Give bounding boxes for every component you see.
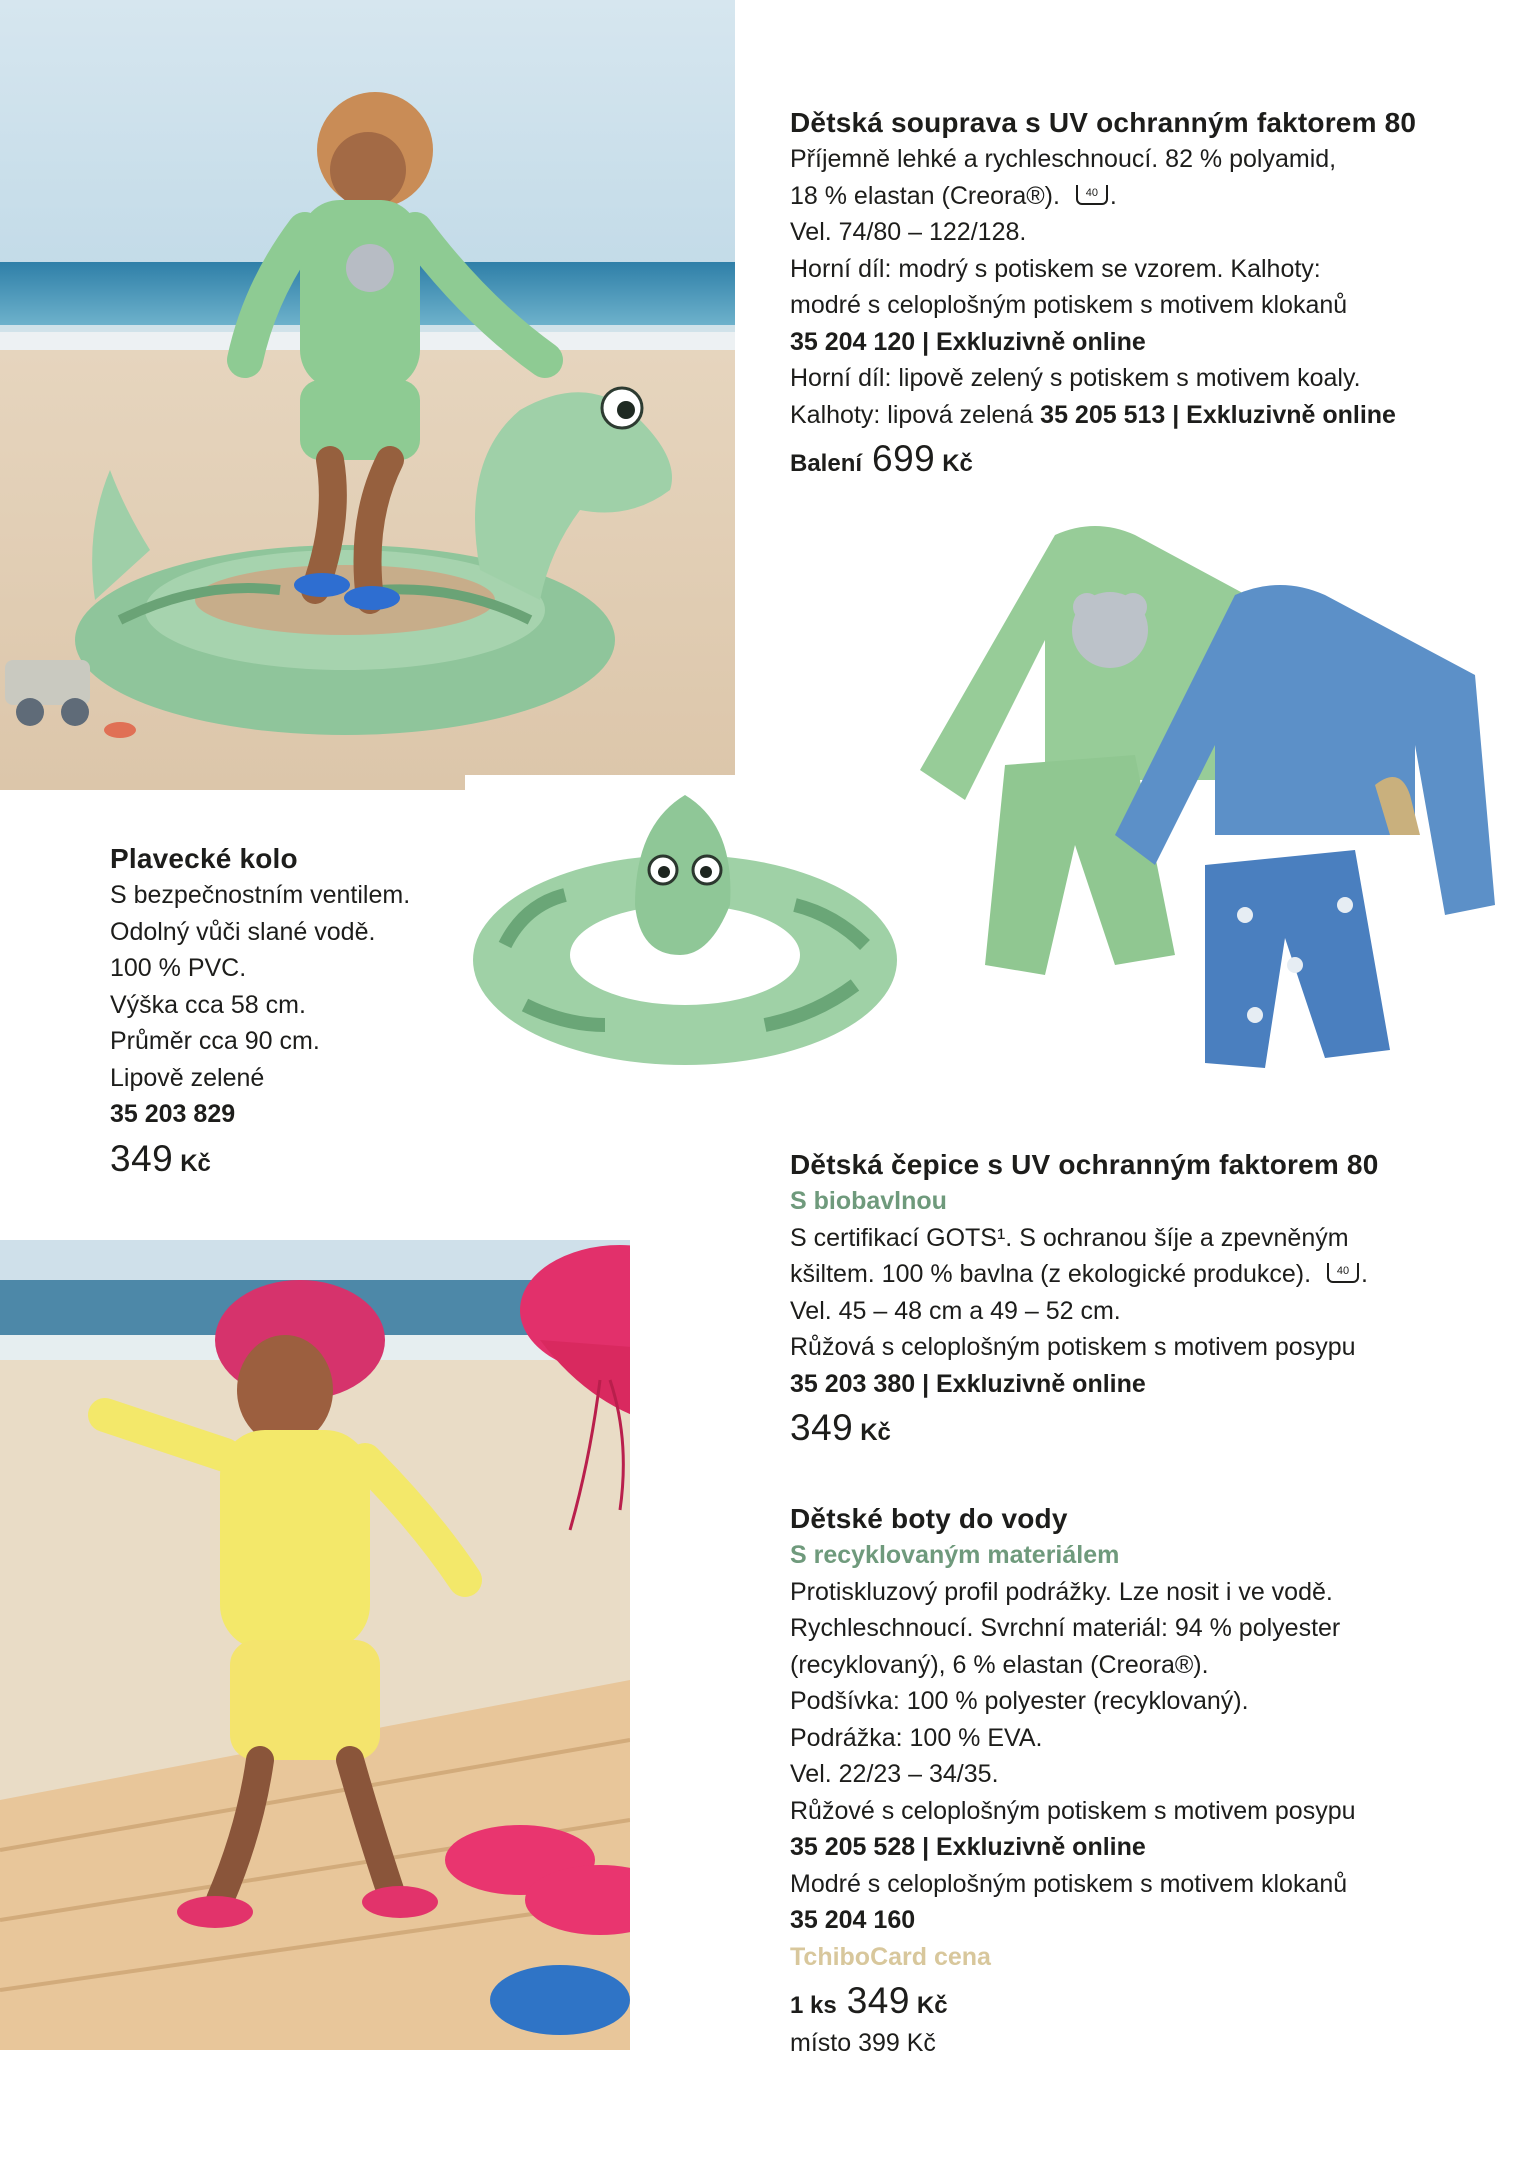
product-swim-ring <box>110 840 410 1182</box>
photo-turtle-ring-product <box>465 775 905 1075</box>
washing-40-icon: 40 <box>1327 1263 1359 1283</box>
photo-swim-set-product <box>905 515 1535 1085</box>
desc-line: S bezpečnostním ventilem. <box>110 881 411 909</box>
size-line: Vel. 45 – 48 cm a 49 – 52 cm. <box>790 1296 1121 1325</box>
desc-line: modré s celoplošným potiskem s motivem klokanů <box>790 291 1348 319</box>
desc-line: kšiltem. 100 % bavlna (z ekologické produkce). 40 . <box>790 1260 1368 1288</box>
article-code: 35 205 528 | Exkluzivně online <box>790 1833 1146 1861</box>
washing-40-icon: 40 <box>1076 185 1108 205</box>
desc-line: Růžové s celoplošným potiskem s motivem posypu <box>790 1796 1356 1825</box>
article-code: 35 203 380 | Exkluzivně online <box>790 1369 1146 1398</box>
desc-line: Protiskluzový profil podrážky. Lze nosit i ve vodě. <box>790 1577 1333 1606</box>
desc-line: 18 % elastan (Creora®). 40 . <box>790 181 1117 210</box>
desc-line: Rychleschnoucí. Svrchní materiál: 94 % polyester <box>790 1614 1341 1642</box>
desc-line: Příjemně lehké a rychleschnoucí. 82 % polyamid, <box>790 145 1337 173</box>
product-title: Dětská souprava s UV ochranným faktorem 80 <box>790 107 1417 138</box>
desc-line: Horní díl: lipově zelený s potiskem s motivem koaly. <box>790 364 1361 392</box>
product-cap <box>790 1146 1378 1452</box>
photo-child-with-turtle-ring <box>0 0 735 790</box>
desc-line: Odolný vůči slané vodě. <box>110 917 376 946</box>
desc-line: Modré s celoplošným potiskem s motivem klokanů <box>790 1869 1348 1898</box>
product-subtitle: S recyklovaným materiálem <box>790 1541 1120 1569</box>
product-subtitle: S biobavlnou <box>790 1187 947 1215</box>
photo-child-with-cap-and-shoes <box>0 1240 630 2050</box>
old-price: místo 399 Kč <box>790 2028 936 2057</box>
desc-line: Podšívka: 100 % polyester (recyklovaný). <box>790 1687 1249 1715</box>
product-water-shoes <box>790 1500 1356 2061</box>
desc-line: Výška cca 58 cm. <box>110 990 306 1019</box>
desc-line: Průměr cca 90 cm. <box>110 1027 320 1055</box>
product-title: Plavecké kolo <box>110 843 298 874</box>
desc-line: 100 % PVC. <box>110 954 247 982</box>
article-code: 35 205 513 | Exkluzivně online <box>1040 400 1396 429</box>
desc-line: Horní díl: modrý s potiskem se vzorem. Kalhoty: <box>790 254 1321 283</box>
price: 1 ks 349 Kč <box>790 1980 948 2021</box>
desc-line: Lipově zelené <box>110 1063 265 1092</box>
desc-line: (recyklovaný), 6 % elastan (Creora®). <box>790 1650 1209 1679</box>
price: 349 Kč <box>110 1137 211 1179</box>
desc-line: Podrážka: 100 % EVA. <box>790 1723 1043 1752</box>
price: 349 Kč <box>790 1407 891 1448</box>
product-swim-set <box>790 104 1416 483</box>
product-title: Dětské boty do vody <box>790 1503 1068 1534</box>
desc-line: Růžová s celoplošným potiskem s motivem posypu <box>790 1333 1356 1361</box>
price: Balení 699 Kč <box>790 438 973 479</box>
article-code: 35 204 160 <box>790 1906 916 1934</box>
desc-line: Kalhoty: lipová zelená 35 205 513 | Exkluzivně online <box>790 400 1396 429</box>
article-code: 35 203 829 <box>110 1100 236 1128</box>
product-title: Dětská čepice s UV ochranným faktorem 80 <box>790 1149 1379 1180</box>
article-code: 35 204 120 | Exkluzivně online <box>790 327 1146 356</box>
size-line: Vel. 74/80 – 122/128. <box>790 218 1027 246</box>
size-line: Vel. 22/23 – 34/35. <box>790 1760 999 1788</box>
desc-line: S certifikací GOTS¹. S ochranou šíje a zpevněným <box>790 1223 1349 1252</box>
tchibocard-label: TchiboCard cena <box>790 1942 991 1971</box>
